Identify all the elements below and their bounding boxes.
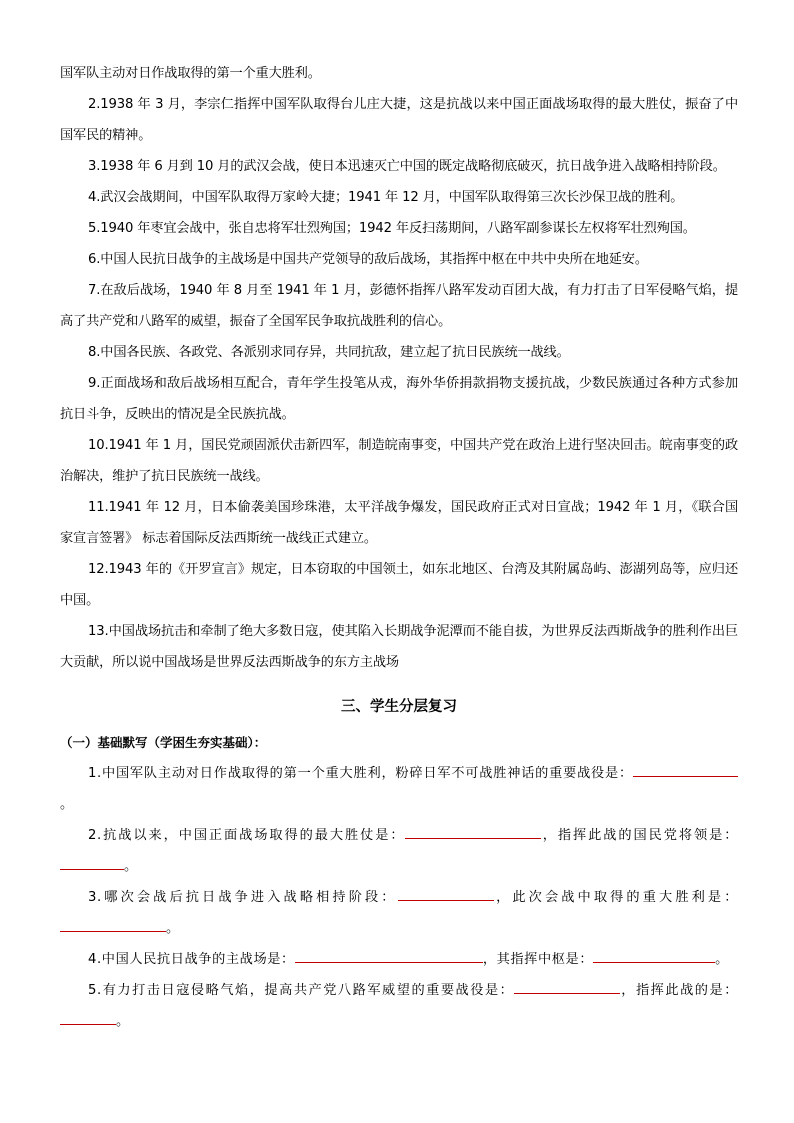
question-3-text: 3.哪次会战后抗日战争进入战略相持阶段： bbox=[88, 890, 398, 905]
question-2-text: 2.抗战以来，中国正面战场取得的最大胜仗是： bbox=[88, 828, 406, 843]
question-2 bbox=[60, 820, 738, 882]
question-4-end: 。 bbox=[715, 952, 729, 967]
paragraph-11: 11.1941 年 12 月，日本偷袭美国珍珠港，太平洋战争爆发，国民政府正式对日宣战；1942 年 1 月，《联合国家宣言签署》 标志着国际反法西斯统一战线正式建立。 bbox=[60, 500, 738, 546]
paragraph-12: 12.1943 年的《开罗宣言》规定，日本窃取的中国领土，如东北地区、台湾及其附属岛屿、澎湖列岛等，应归还中国。 bbox=[60, 562, 738, 608]
answer-blank-5b[interactable] bbox=[60, 1010, 116, 1025]
answer-blank-4a[interactable] bbox=[295, 948, 483, 963]
answer-blank-2a[interactable] bbox=[405, 824, 541, 839]
answer-blank-3a[interactable] bbox=[398, 886, 494, 901]
paragraph-7: 7.在敌后战场，1940 年 8 月至 1941 年 1 月，彭德怀指挥八路军发动百团大战，有力打击了日军侵略气焰，提高了共产党和八路军的威望，振奋了全国军民争取抗战胜利的信心。 bbox=[60, 283, 738, 329]
question-3-middle: ，此次会战中取得的重大胜利是： bbox=[493, 890, 738, 905]
answer-blank-5a[interactable] bbox=[514, 979, 620, 994]
question-5-middle: ，指挥此战的是： bbox=[620, 983, 738, 998]
question-5-end: 。 bbox=[116, 1014, 130, 1029]
answer-blank-2b[interactable] bbox=[60, 855, 124, 870]
answer-blank-3b[interactable] bbox=[60, 917, 166, 932]
question-2-end: 。 bbox=[124, 859, 138, 874]
answer-blank-1[interactable] bbox=[633, 762, 738, 777]
paragraph-3: 3.1938 年 6 月到 10 月的武汉会战，使日本迅速灭亡中国的既定战略彻底破灭，抗日战争进入战略相持阶段。 bbox=[88, 159, 726, 174]
section-title: 三、学生分层复习 bbox=[341, 699, 457, 715]
paragraph-5: 5.1940 年枣宜会战中，张自忠将军壮烈殉国；1942 年反扫荡期间，八路军副参谋长左权将军壮烈殉国。 bbox=[88, 221, 696, 236]
paragraph-9: 9.正面战场和敌后战场相互配合，青年学生投笔从戎，海外华侨捐款捐物支援抗战，少数民族通过各种方式参加抗日斗争，反映出的情况是全民族抗战。 bbox=[60, 376, 738, 422]
paragraph-2: 2.1938 年 3 月，李宗仁指挥中国军队取得台儿庄大捷，这是抗战以来中国正面战场取得的最大胜仗，振奋了中国军民的精神。 bbox=[60, 97, 738, 143]
paragraph-4: 4.武汉会战期间，中国军队取得万家岭大捷；1941 年 12 月，中国军队取得第三次长沙保卫战的胜利。 bbox=[88, 190, 684, 205]
question-4 bbox=[60, 944, 738, 975]
paragraph-10: 10.1941 年 1 月，国民党顽固派伏击新四军，制造皖南事变，中国共产党在政治上进行坚决回击。皖南事变的政治解决，维护了抗日民族统一战线。 bbox=[60, 438, 738, 484]
paragraph-0: 国军队主动对日作战取得的第一个重大胜利。 bbox=[60, 66, 321, 81]
question-5 bbox=[60, 975, 738, 1037]
question-1 bbox=[60, 758, 738, 820]
question-4-text: 4.中国人民抗日战争的主战场是： bbox=[88, 952, 295, 967]
question-3-end: 。 bbox=[166, 921, 180, 936]
paragraph-6: 6.中国人民抗日战争的主战场是中国共产党领导的敌后战场，其指挥中枢在中共中央所在地延安。 bbox=[88, 252, 648, 267]
paragraph-8: 8.中国各民族、各政党、各派别求同存异，共同抗敌，建立起了抗日民族统一战线。 bbox=[88, 345, 570, 360]
answer-blank-4b[interactable] bbox=[593, 948, 715, 963]
question-3 bbox=[60, 882, 738, 944]
subsection-title: （一）基础默写（学困生夯实基础）： bbox=[60, 735, 267, 750]
question-1-end: 。 bbox=[60, 797, 74, 812]
document-page bbox=[60, 58, 738, 1037]
question-1-text: 1.中国军队主动对日作战取得的第一个重大胜利，粉碎日军不可战胜神话的重要战役是： bbox=[88, 766, 633, 781]
question-4-middle: ，其指挥中枢是： bbox=[482, 952, 594, 967]
question-5-text: 5.有力打击日寇侵略气焰，提高共产党八路军威望的重要战役是： bbox=[88, 983, 515, 998]
paragraph-13: 13.中国战场抗击和牵制了绝大多数日寇，使其陷入长期战争泥潭而不能自拔，为世界反法西斯战争的胜利作出巨大贡献，所以说中国战场是世界反法西斯战争的东方主战场 bbox=[60, 624, 738, 670]
question-2-middle: ，指挥此战的国民党将领是： bbox=[541, 828, 738, 843]
